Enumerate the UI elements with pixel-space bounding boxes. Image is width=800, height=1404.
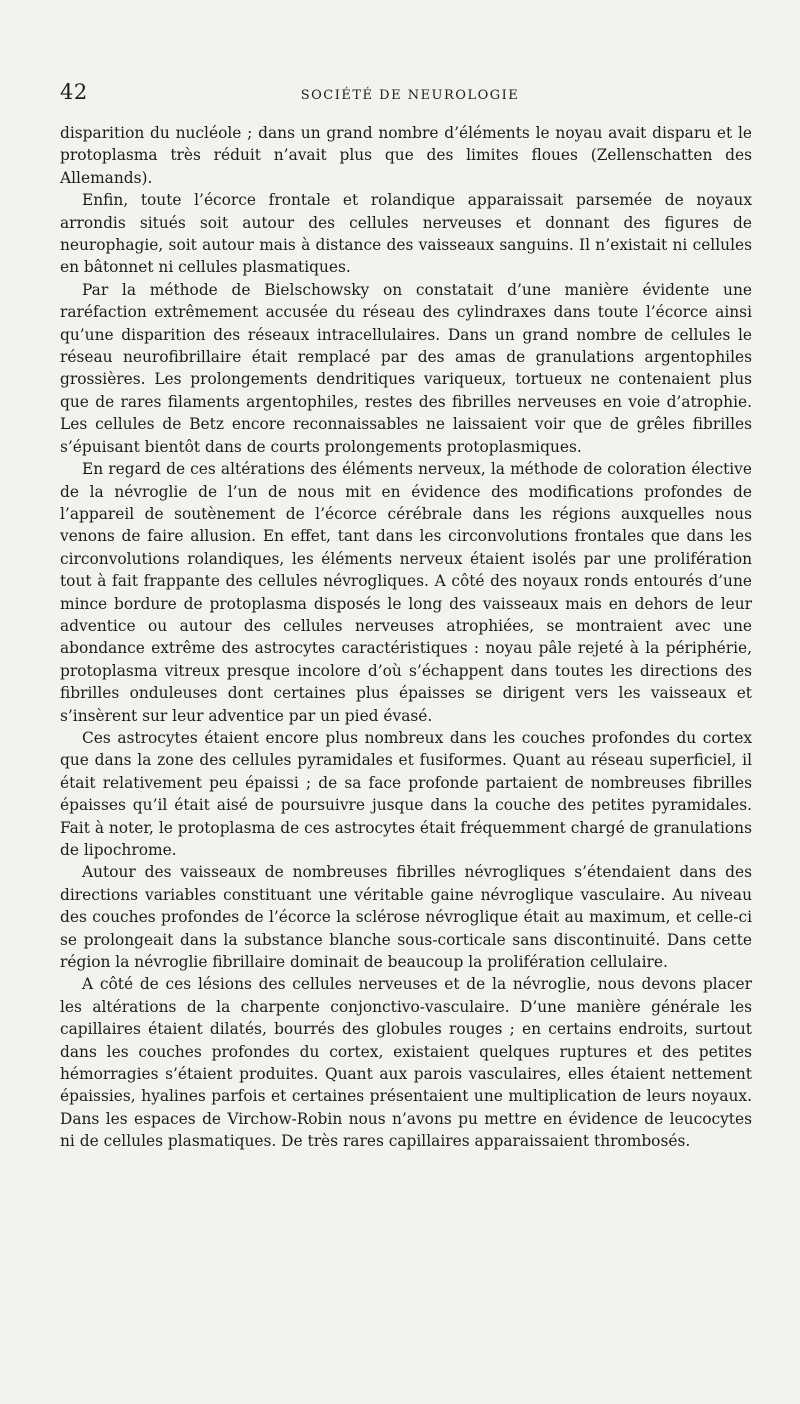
body-text	[60, 122, 752, 1153]
page-number: 42	[60, 80, 88, 104]
paragraph-1: disparition du nucléole ; dans un grand nombre d’éléments le noyau avait disparu et le protoplasma très réduit n’avait plus que des limites floues (Zellenschatten des Allemands).	[60, 124, 752, 187]
running-title: SOCIÉTÉ DE NEUROLOGIE	[300, 88, 520, 103]
page-header	[60, 80, 760, 108]
paragraph-5: Ces astrocytes étaient encore plus nombreux dans les couches profondes du cortex que dans la zone des cellules pyramidales et fusiformes. Quant au réseau superficiel, il était relativement peu épaissi ; de sa face profonde partaient de nombreuses fibrilles épaisses qu’il était aisé de poursuivre jusque dans la couche des petites pyramidales. Fait à noter, le protoplasma de ces astrocytes était fréquemment chargé de granulations de lipochrome.	[60, 728, 752, 859]
paragraph-7: A côté de ces lésions des cellules nerveuses et de la névroglie, nous devons placer les altérations de la charpente conjonctivo-vasculaire. D’une manière générale les capillaires étaient dilatés, bourrés des globules rouges ; en certains endroits, surtout dans les couches profondes du cortex, existaient quelques ruptures et des petites hémorragies s’étaient produites. Quant aux parois vasculaires, elles étaient nettement épaissies, hyalines parfois et certaines présentaient une multiplication de leurs noyaux. Dans les espaces de Virchow-Robin nous n’avons pu mettre en évidence de leucocytes ni de cellules plasmatiques. De très rares capillaires apparaissaient thrombosés.	[60, 975, 752, 1151]
paragraph-2: Enfin, toute l’écorce frontale et rolandique apparaissait parsemée de noyaux arrondis situés soit autour des cellules nerveuses et donnant des figures de neurophagie, soit autour mais à distance des vaisseaux sanguins. Il n’existait ni cellules en bâtonnet ni cellules plasmatiques.	[60, 191, 752, 277]
paragraph-6: Autour des vaisseaux de nombreuses fibrilles névrogliques s’étendaient dans des directions variables constituant une véritable gaine névroglique vasculaire. Au niveau des couches profondes de l’écorce la sclérose névroglique était au maximum, et celle-ci se prolongeait dans la substance blanche sous-corticale sans discontinuité. Dans cette région la névroglie fibrillaire dominait de beaucoup la prolifération cellulaire.	[60, 863, 752, 972]
paragraph-3: Par la méthode de Bielschowsky on constatait d’une manière évidente une raréfaction extrêmement accusée du réseau des cylindraxes dans toute l’écorce ainsi qu’une disparition des réseaux intracellulaires. Dans un grand nombre de cellules le réseau neurofibrillaire était remplacé par des amas de granulations argentophiles grossières. Les prolongements dendritiques variqueux, tortueux ne contenaient plus que de rares filaments argentophiles, restes des fibrilles nerveuses en voie d’atrophie. Les cellules de Betz encore reconnaissables ne laissaient voir que de grêles fibrilles s’épuisant bientôt dans de courts prolongements protoplasmiques.	[60, 280, 752, 456]
paragraph-4: En regard de ces altérations des éléments nerveux, la méthode de coloration élective de la névroglie de l’un de nous mit en évidence des modifications profondes de l’appareil de soutènement de l’écorce cérébrale dans les régions auxquelles nous venons de faire allusion. En effet, tant dans les circonvolutions frontales que dans les circonvolutions rolandiques, les éléments nerveux étaient isolés par une prolifération tout à fait frappante des cellules névrogliques. A côté des noyaux ronds entourés d’une mince bordure de protoplasma disposés le long des vaisseaux mais en dehors de leur adventice ou autour des cellules nerveuses atrophiées, se montraient avec une abondance extrême des astrocytes caractéristiques : noyau pâle rejeté à la périphérie, protoplasma vitreux presque incolore d’où s’échappent dans toutes les directions des fibrilles onduleuses dont certaines plus épaisses se dirigent vers les vaisseaux et s’insèrent sur leur adventice par un pied évasé.	[60, 460, 752, 725]
